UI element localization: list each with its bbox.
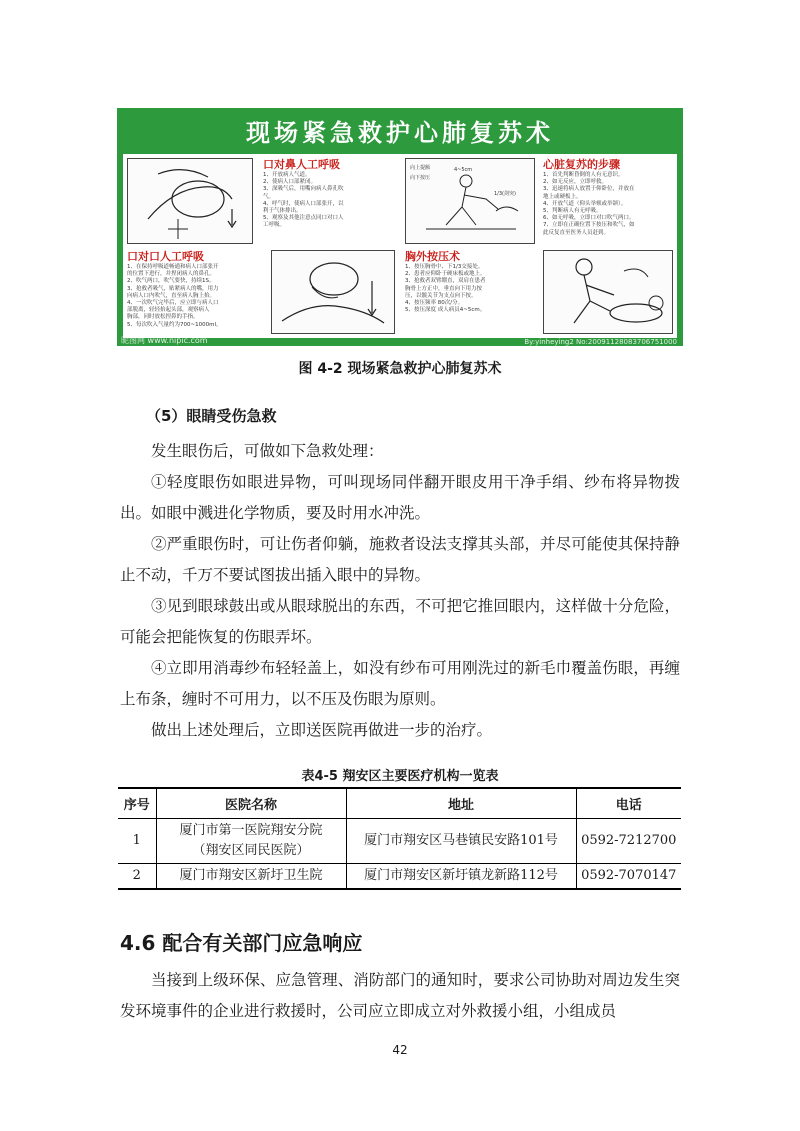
cell-phone: 0592-7070147 <box>576 864 681 890</box>
step-text: 1、在保持呼吸道畅通和病人口部张开 <box>127 264 219 270</box>
step-text: 2、如无反应，立即呼救。 <box>543 179 608 186</box>
figure-caption: 图 4-2 现场紧急救护心肺复苏术 <box>298 361 502 377</box>
rescuer-drawing <box>544 251 672 333</box>
step-text: 2、患者应仰卧于硬床板或地上。 <box>405 271 486 278</box>
column-header: 电话 <box>576 788 681 819</box>
paragraph: ②严重眼伤时，可让伤者仰躺，施救者设法支撑其头部，并尽可能使其保持静止不动，千万不要试图拔出插入眼中的异物。 <box>120 535 680 584</box>
head-tilt-drawing <box>128 159 252 243</box>
section-heading-4-6: 4.6 配合有关部门应急响应 <box>120 931 363 955</box>
cell-address: 厦门市翔安区新圩镇龙新路112号 <box>346 864 576 890</box>
step-text: 胸骨上方正中，垂直向下用力按 <box>405 285 483 292</box>
hospital-name-line: 厦门市第一医院翔安分院 <box>179 823 323 838</box>
cell-phone: 0592-7212700 <box>576 819 681 864</box>
cell-address: 厦门市翔安区马巷镇民安路101号 <box>346 819 576 864</box>
step-text: 2、吹气两口，吹气要快，持续1S。 <box>127 278 215 285</box>
poster-title: 现场紧急救护心肺复苏术 <box>246 119 554 147</box>
watermark-right: By:yinheying2 No:20091128083706751000 <box>524 338 677 346</box>
step-text: 部脱离，轻轻抬起头部，观察病人 <box>127 307 210 314</box>
column-header: 序号 <box>118 788 156 819</box>
paragraph: 发生眼伤后，可做如下急救处理： <box>151 442 384 460</box>
paragraph: 当接到上级环保、应急管理、消防部门的通知时，要求公司协助对周边发生突发环境事件的企业进行救援时，公司应立即成立对外救援小组，小组成员 <box>120 971 680 1020</box>
cell-hospital-name: 厦门市翔安区新圩卫生院 <box>156 864 346 890</box>
step-text: 3、抢救者吸气，贴紧病人的嘴，用力 <box>127 285 219 292</box>
table-row <box>118 819 681 864</box>
step-text: 4、一次吹气完毕后，应立即与病人口 <box>127 300 219 307</box>
step-text: 1、开放病人气道。 <box>263 172 311 178</box>
step-text: 4、按压频率 80次/分。 <box>405 300 464 307</box>
cell-number: 1 <box>118 819 156 864</box>
table-caption: 表4-5 翔安区主要医疗机构一览表 <box>301 769 499 784</box>
hospital-name-line: （翔安区同民医院） <box>192 843 310 858</box>
illustration-compression-posture <box>405 158 535 244</box>
illustration-mouth-to-nose <box>127 158 253 244</box>
cell-hospital-name <box>156 819 346 864</box>
step-text: 地上或硬板上。 <box>543 193 582 200</box>
panel-heading-chest-compression: 胸外按压术 <box>405 250 460 263</box>
step-text: 此反复直至医务人员赶到。 <box>543 229 610 236</box>
step-text: 1、首先判断昏倒的人有无意识。 <box>543 172 624 178</box>
step-text: 6、如无呼吸，立即口对口吹气两口。 <box>543 215 635 222</box>
panel-chest-compression <box>405 248 535 314</box>
compression-posture-drawing <box>406 159 534 243</box>
step-text: 3、抢救者双臂绷直，双肩在患者 <box>405 278 486 285</box>
panel-heading-cpr-steps: 心脏复苏的步骤 <box>543 158 620 171</box>
illustration-rescuer-compression <box>543 250 673 334</box>
step-text: 1、按压胸骨中、下1/3交接处。 <box>405 264 484 270</box>
column-header: 医院名称 <box>156 788 346 819</box>
illus-label: 4~5cm <box>454 167 473 173</box>
illus-label: 向下按压 <box>410 175 431 181</box>
watermark-left: 昵图网 www.nipic.com <box>121 336 208 345</box>
step-text: 向病人口内吹气，直至病人胸上抬。 <box>127 292 216 299</box>
illus-label: 向上提额 <box>410 165 431 171</box>
step-text: 胸部，同时放松捏鼻的手指。 <box>127 314 199 321</box>
step-text: 5、判断病人有无呼吸。 <box>543 208 602 215</box>
step-text: 7、立即在正确位置下按压和吹气，如 <box>543 222 635 229</box>
panel-heading-mouth-to-nose: 口对鼻人工呼吸 <box>263 158 340 171</box>
table-header-row <box>118 788 681 819</box>
step-text: 2、使病人口部紧闭。 <box>263 179 316 186</box>
step-text: 工呼吸。 <box>263 222 286 229</box>
paragraph: ④立即用消毒纱布轻轻盖上，如没有纱布可用刚洗过的新毛巾覆盖伤眼，再缠上布条，缠时不可用力，以不压及伤眼为原则。 <box>120 659 680 708</box>
column-header: 地址 <box>346 788 576 819</box>
medical-institutions-table <box>118 787 681 890</box>
step-text: 4、开放气道（仰头举颏或举颌）。 <box>543 200 627 207</box>
illustration-mouth-to-mouth <box>271 250 395 334</box>
page-number: 42 <box>392 1043 408 1057</box>
paragraph: ①轻度眼伤如眼进异物，可叫现场同伴翻开眼皮用干净手绢、纱布将异物拨出。如眼中溅进化学物质，要及时用水冲洗。 <box>120 473 680 522</box>
cpr-poster-figure <box>117 108 683 346</box>
step-text: 利于气体排出。 <box>263 208 302 215</box>
step-text: 4、呼气时，使病人口部张开，以 <box>263 200 344 207</box>
poster-body <box>123 154 677 338</box>
step-text: 压，以髋关节为支点向下按。 <box>405 292 477 299</box>
step-text: 5、按压深度 成人病员4~5cm。 <box>405 307 486 314</box>
paragraph: 做出上述处理后，立即送医院再做进一步的治疗。 <box>151 721 493 739</box>
step-text: 3、迅速将病人放置于仰卧位，并放在 <box>543 186 635 193</box>
step-text: 5、每次吹入气量约为700~1000ml。 <box>127 321 222 328</box>
step-text: 5、观察及其他注意点同口对口人 <box>263 215 344 222</box>
step-text: 的位置下进行，并捏闭病人的鼻孔。 <box>127 271 216 278</box>
section-heading-eye-injury: （5）眼睛受伤急救 <box>146 407 277 425</box>
panel-cpr-steps <box>543 156 673 237</box>
cell-number: 2 <box>118 864 156 890</box>
illus-label: 1/3(剑突) <box>494 191 516 197</box>
mouth-to-mouth-drawing <box>272 251 394 333</box>
step-text: 气。 <box>263 193 275 200</box>
panel-mouth-to-mouth <box>127 248 263 329</box>
paragraph: ③见到眼球鼓出或从眼球脱出的东西，不可把它推回眼内，这样做十分危险，可能会把能恢复的伤眼弄坏。 <box>120 597 680 646</box>
step-text: 3、深吸气后，用嘴向病人鼻孔吹 <box>263 186 344 193</box>
panel-heading-mouth-to-mouth: 口对口人工呼吸 <box>127 250 204 263</box>
table-row <box>118 864 681 890</box>
panel-mouth-to-nose <box>263 156 395 230</box>
